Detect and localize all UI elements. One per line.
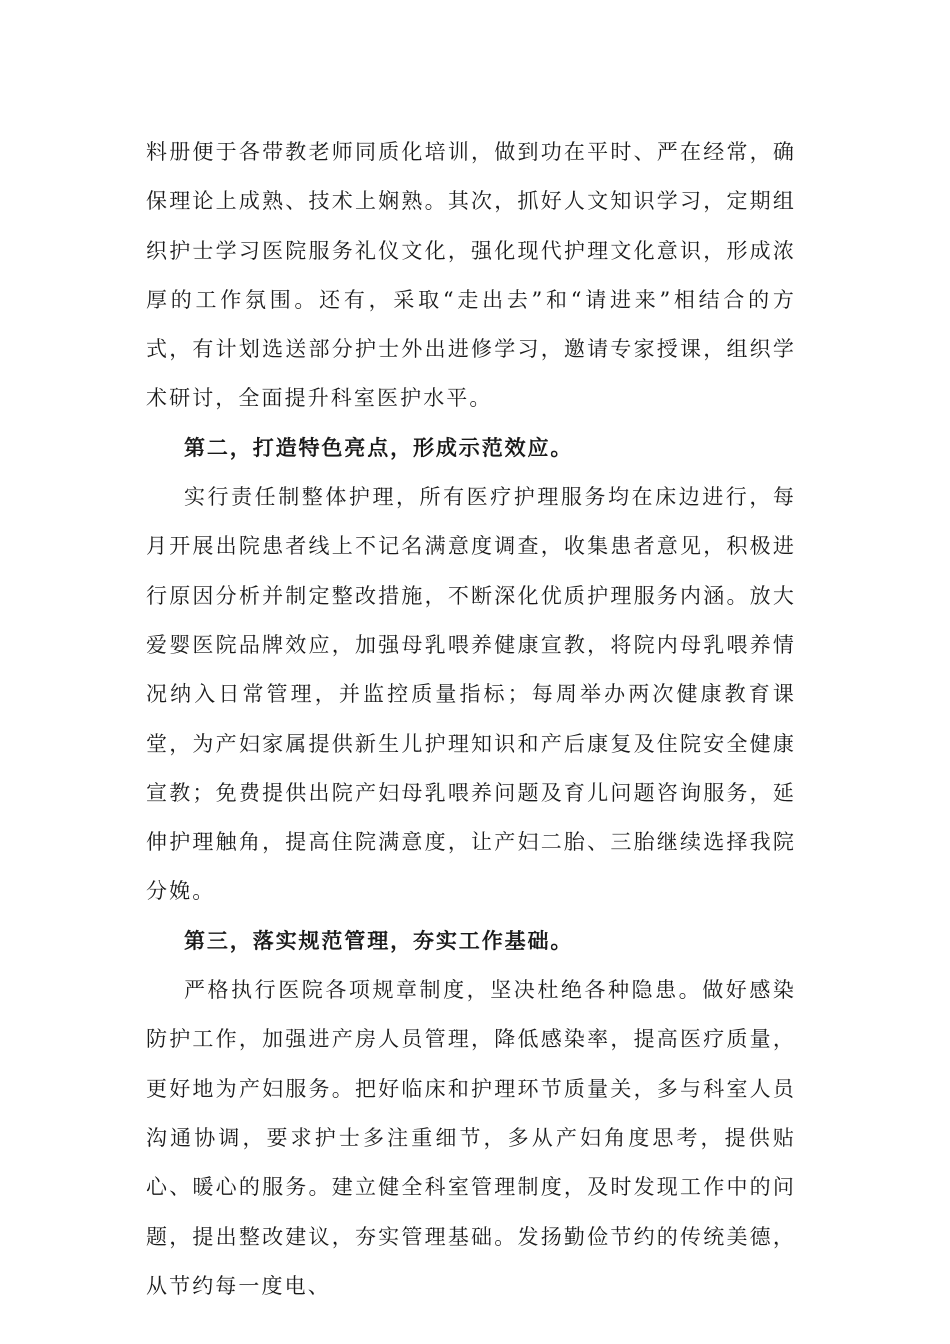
section-heading-3: 第三，落实规范管理，夯实工作基础。	[184, 928, 574, 953]
paragraph-continued-training: 料册便于各带教老师同质化培训，做到功在平时、严在经常，确保理论上成熟、技术上娴熟。其次，抓好人文知识学习，定期组织护士学习医院服务礼仪文化，强化现代护理文化意识，形成浓厚的工作氛围。还有，采取“走出去”和“请进来”相结合的方式，有计划选送部分护士外出进修学习，邀请专家授课，组织学术研讨，全面提升科室医护水平。	[146, 140, 796, 411]
paragraph-standardized-management: 严格执行医院各项规章制度，坚决杜绝各种隐患。做好感染防护工作，加强进产房人员管理，降低感染率，提高医疗质量，更好地为产妇服务。把好临床和护理环节质量关，多与科室人员沟通协调，要求护士多注重细节，多从产妇角度思考，提供贴心、暖心的服务。建立健全科室管理制度，及时发现工作中的问题，提出整改建议，夯实管理基础。发扬勤俭节约的传统美德，从节约每一度电、	[146, 978, 796, 1298]
document-body	[146, 128, 796, 1311]
paragraph-featured-highlights: 实行责任制整体护理，所有医疗护理服务均在床边进行，每月开展出院患者线上不记名满意度调查，收集患者意见，积极进行原因分析并制定整改措施，不断深化优质护理服务内涵。放大爱婴医院品牌效应，加强母乳喂养健康宣教，将院内母乳喂养情况纳入日常管理，并监控质量指标；每周举办两次健康教育课堂，为产妇家属提供新生儿护理知识和产后康复及住院安全健康宣教；免费提供出院产妇母乳喂养问题及育儿问题咨询服务，延伸护理触角，提高住院满意度，让产妇二胎、三胎继续选择我院分娩。	[146, 485, 796, 904]
section-heading-2: 第二，打造特色亮点，形成示范效应。	[184, 435, 574, 460]
